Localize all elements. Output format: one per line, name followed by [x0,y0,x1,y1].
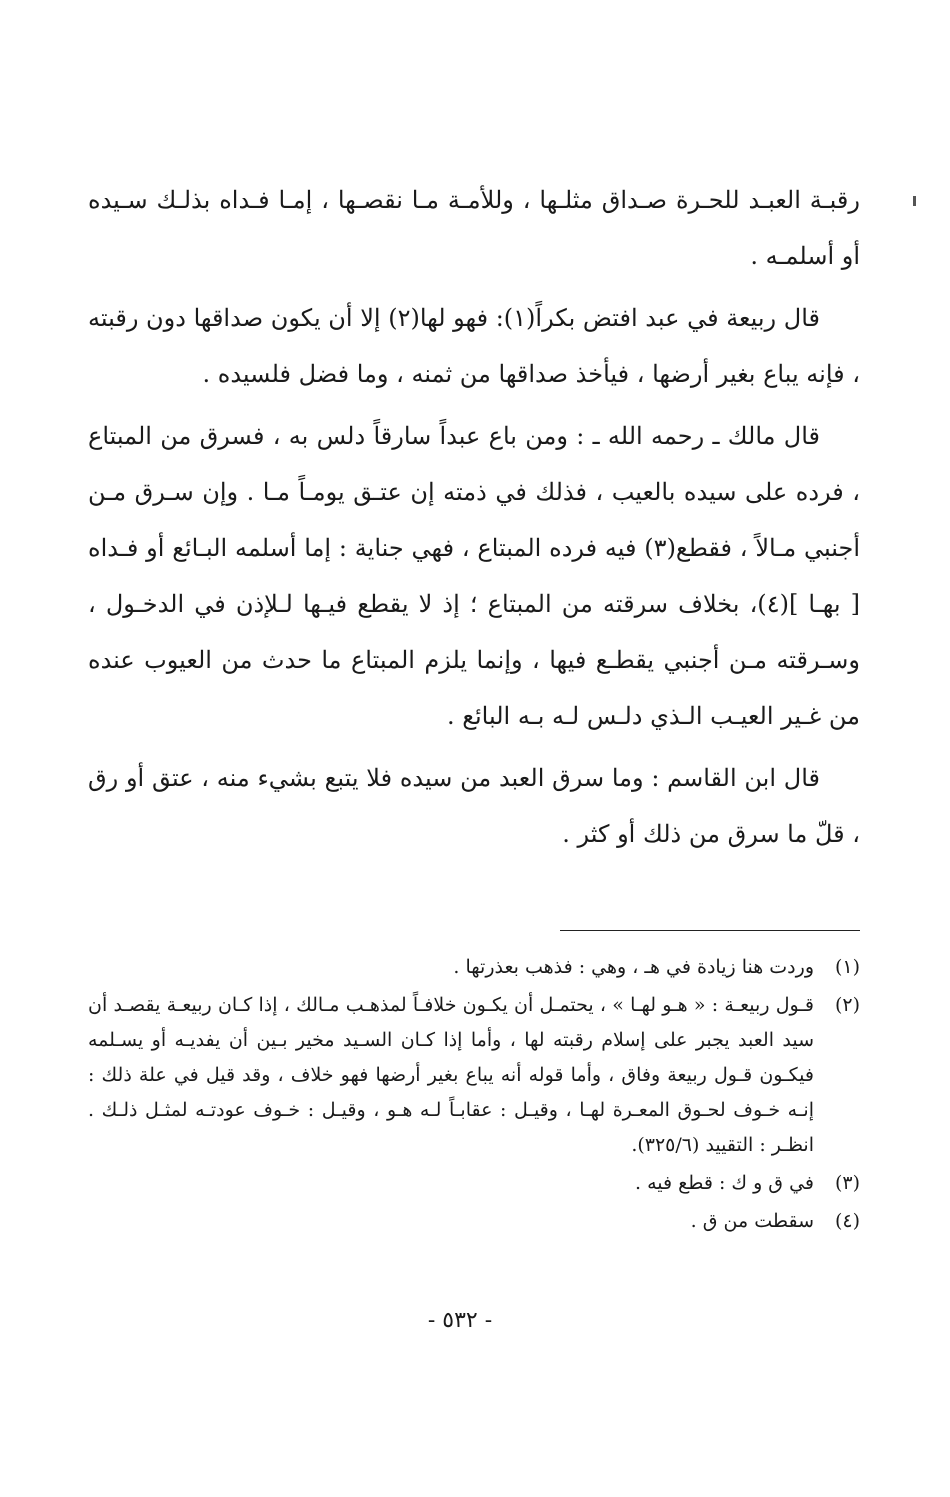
footnote-text: سقطت من ق . [690,1210,814,1232]
footnote-text: قـول ربيعـة : « هـو لهـا » ، يحتمـل أن يكـون خلافـاً لمذهـب مـالك ، إذا كـان ربيعـة يقصـد أن سيد العبد يجبر على إسلام رقبته لها ، وأما إذا كـان السـيد مخير بـين أن يفديـه أو يسـلمه فيكـون قـول ربيعة وفاق ، وأما قوله أنه يباع بغير أرضها فهو خلاف ، وقد قيل في علة ذلك : إنـه خـوف لحـوق المعـرة لهـا ، وقيـل : عقابـاً لـه هـو ، وقيـل : خـوف عودتـه لمثـل ذلـك . انظـر : التقييد (٣٢٥/٦). [88,994,814,1156]
footnote-2 [88,988,860,1163]
footnote-number: (٤) [834,1210,860,1232]
footnote-number: (١) [834,956,860,978]
paragraph-2: قال ربيعة في عبد افتض بكراً(١): فهو لها(٢) إلا أن يكون صداقها دون رقبته ، فإنه يباع بغير أرضها ، فيأخذ صداقها من ثمنه ، وما فضل فلسيده . [88,304,860,388]
paragraph-4: قال ابن القاسم : وما سرق العبد من سيده فلا يتبع بشيء منه ، عتق أو رق ، قلّ ما سرق من ذلك أو كثر . [88,764,860,848]
footnote-number: (٣) [834,1172,860,1194]
paragraph-1: رقبـة العبـد للحـرة صـداق مثلـها ، وللأمـة مـا نقصـها ، إمـا فـداه بذلـك سـيده أو أسلمـه . [88,186,860,270]
footnote-text: وردت هنا زيادة في هـ ، وهي : فذهب بعذرتها . [453,956,814,978]
footnote-separator [560,930,860,931]
footnote-4 [88,1204,860,1239]
footnotes [88,950,860,1242]
footnote-text: في ق و ك : قطع فيه . [635,1172,814,1194]
footnote-1 [88,950,860,985]
main-text-body [88,172,860,868]
footnote-3 [88,1166,860,1201]
footnote-number: (٢) [834,994,860,1016]
page-number: - ٥٣٢ - [427,1308,493,1333]
margin-mark [913,196,916,206]
paragraph-3: قال مالك ـ رحمه الله ـ : ومن باع عبداً سارقاً دلس به ، فسرق من المبتاع ، فرده على سيده بالعيب ، فذلك في ذمته إن عتـق يومـاً مـا . وإن سـرق مـن أجنبي مـالاً ، فقطع(٣) فيه فرده المبتاع ، فهي جناية : إما أسلمه البـائع أو فـداه [ بهـا ](٤)، بخلاف سرقته من المبتاع ؛ إذ لا يقطع فيـها لـلإذن في الدخـول ، وسـرقته مـن أجنبي يقطـع فيها ، وإنما يلزم المبتاع ما حدث من العيوب عنده من غـير العيـب الـذي دلـس لـه بـه البائع . [88,422,861,730]
